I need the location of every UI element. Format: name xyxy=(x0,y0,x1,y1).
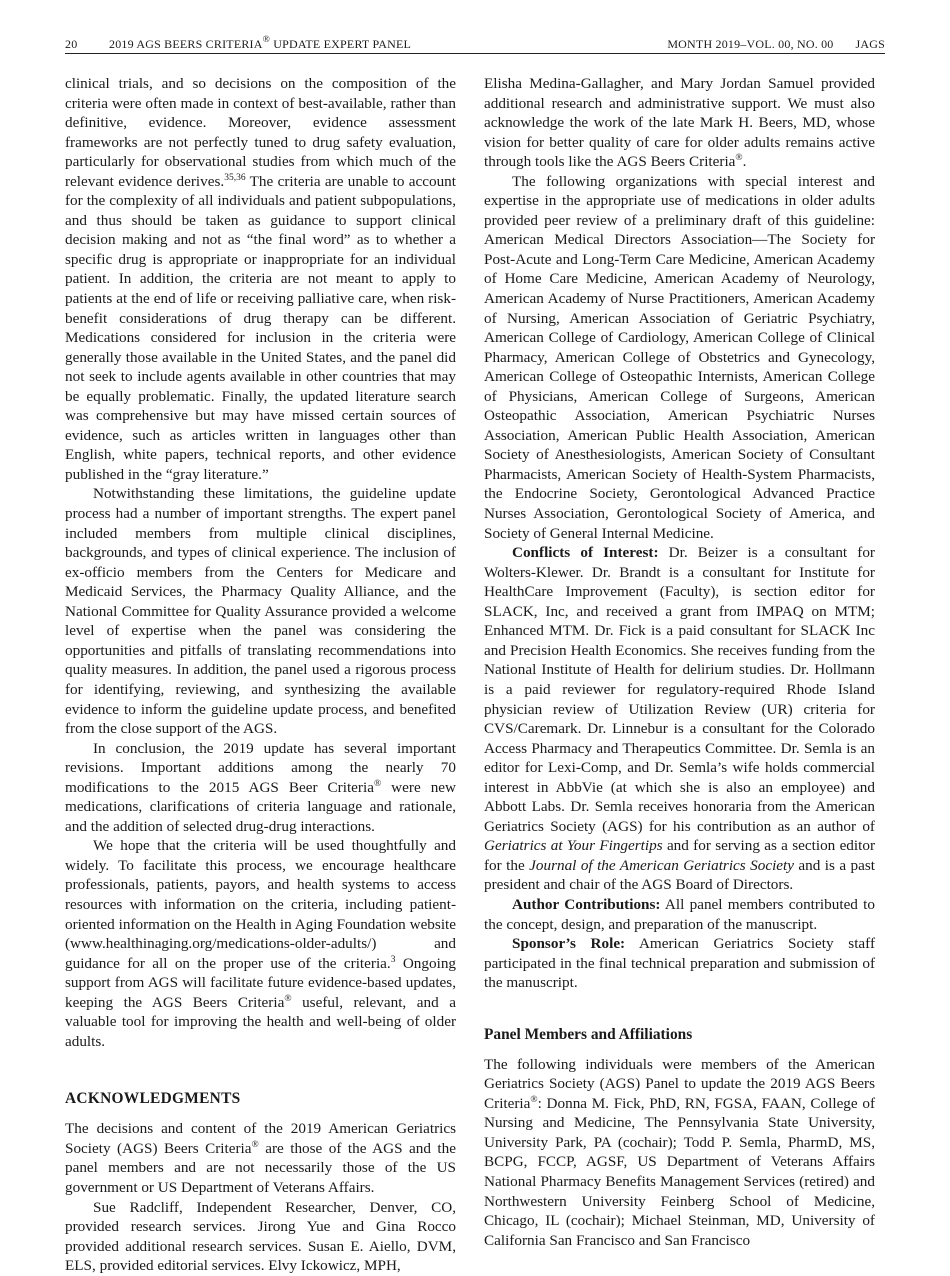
right-column xyxy=(484,74,875,1250)
paragraph-hope: We hope that the criteria will be used thoughtfully and widely. To facilitate this process, we encourage healthcare professionals, patients, payors, and health systems to access resources with information on the criteria, including patient-oriented information on the Health in Aging Foundation website (www.healthinaging.org/medications-older-adults/) and guidance for all on the proper use of the criteria.$^3$ Ongoing support from AGS will facilitate future evidence-based updates, keeping the AGS Beers Criteria® useful, relevant, and a valuable tool for improving the health and well-being of older adults. xyxy=(65,837,456,1050)
page-number: 20 xyxy=(65,37,78,51)
running-title: 2019 AGS BEERS CRITERIA® UPDATE EXPERT PANEL xyxy=(109,35,412,51)
running-header xyxy=(65,36,885,54)
paragraph-disclaimer: The decisions and content of the 2019 American Geriatrics Society (AGS) Beers Criteria® are those of the AGS and the panel members and are not necessarily those of the US government or US Department of Veterans Affairs. xyxy=(65,1120,456,1196)
left-column xyxy=(65,74,456,1276)
paragraph-peer-review: The following organizations with special interest and expertise in the appropriate use of medications in older adults provided peer review of a preliminary draft of this guideline: American Medical Directors Association—The Society for Post-Acute and Long-Term Care Medicine, American Academy of Home Care Medicine, American Academy of Neurology, American Academy of Nurse Practitioners, American Academy of Nursing, American Association of Geriatric Psychiatry, American College of Cardiology, American College of Clinical Pharmacy, American College of Obstetrics and Gynecology, American College of Osteopathic Internists, American College of Physicians, American College of Surgeons, American Osteopathic Association, American Psychiatric Nurses Association, American Public Health Association, American Society of Anesthesiologists, American Society of Consultant Pharmacists, American Society of Health-System Pharmacists, the Endocrine Society, Gerontological Advanced Practice Nurses Association, Gerontological Society of America, and Society of General Internal Medicine. xyxy=(484,172,875,542)
paragraph-author-contributions: Author Contributions: All panel members contributed to the concept, design, and preparation of the manuscript. xyxy=(484,895,875,933)
sponsor-role-label: Sponsor’s Role: xyxy=(512,935,626,953)
paragraph-sponsor-role: Sponsor’s Role: American Geriatrics Society staff participated in the final technical preparation and submission of the manuscript. xyxy=(484,935,876,992)
citation: 35,36 xyxy=(224,172,246,183)
paragraph-conclusion: In conclusion, the 2019 update has several important revisions. Important additions among the nearly 70 modifications to the 2015 AGS Beer Criteria® were new medications, clarifications of criteria language and rationale, and the addition of selected drug-drug interactions. xyxy=(65,739,457,835)
header-left xyxy=(65,37,411,52)
paragraph-conflicts: Conflicts of Interest: Dr. Beizer is a consultant for Wolters-Klewer. Dr. Brandt is a consultant for Institute for HealthCare Improvement (Faculty), is section editor for SLACK, Inc, and received a grant from IMPAQ on MTM; Enhanced MTM. Dr. Fick is a paid consultant for SLACK Inc and Precision Health Economics. She receives funding from the National Institute of Health for delirium studies. Dr. Hollmann is a paid reviewer for regulatory-required Rhode Island physician review of Utilization Review (UR) criteria for CVS/Caremark. Dr. Linnebur is a consultant for the Colorado Access Pharmacy and Therapeutics Committee. Dr. Semla is an editor for Lexi-Comp, and Dr. Semla’s wife holds commercial interest in AbbVie (at which she is also an employee) and Abbott Labs. Dr. Semla receives honoraria from the American Geriatrics Society (AGS) for his contribution as an author of Geriatrics at Your Fingertips and for serving as a section editor for the Journal of the American Geriatrics Society and is a past president and chair of the AGS Board of Directors. xyxy=(484,544,876,894)
acknowledgments-heading: ACKNOWLEDGMENTS xyxy=(65,1090,241,1108)
paragraph-strengths: Notwithstanding these limitations, the guideline update process had a number of important strengths. The expert panel included members from multiple clinical disciplines, backgrounds, and types of clinical experience. The inclusion of ex-officio members from the Centers for Medicare and Medicaid Services, the Pharmacy Quality Alliance, and the National Committee for Quality Assurance provided a welcome level of expertise when the panel was considering the opportunities and pitfalls of translating recommendations into quality measures. In addition, the panel used a rigorous process for identifying, reviewing, and synthesizing the available evidence to inform the guideline update process, and benefited from the close support of the AGS. xyxy=(65,485,456,738)
conflicts-label: Conflicts of Interest: xyxy=(512,544,659,562)
citation: 3 xyxy=(390,954,396,965)
header-right xyxy=(667,37,885,52)
paragraph-limitations: clinical trials, and so decisions on the composition of the criteria were often made in context of best-available, rather than definitive, evidence. Moreover, evidence assessment frameworks are not perfectly tuned to drug safety evaluation, particularly for observational studies from which much of the relevant evidence derives.$^{35,36}$ The criteria are unable to account for the complexity of all individuals and patient subpopulations, and thus should be taken as guidance to support clinical decision making and not as “the final word” as to whether a specific drug is appropriate or inappropriate for an individual patient. In addition, the criteria are not meant to apply to patients at the end of life or receiving palliative care, when risk-benefit considerations of drug therapy can be different. Medications considered for inclusion in the criteria were generally those available in the United States, and the panel did not seek to include agents available in other countries that may be equally problematic. Finally, the updated literature search was comprehensive but may have missed certain sources of evidence, such as articles written in languages other than English, white papers, technical reports, and other evidence published in the “gray literature.” xyxy=(65,75,456,483)
journal-name: JAGS xyxy=(855,37,885,51)
paragraph-contributors: Sue Radcliff, Independent Researcher, Denver, CO, provided research services. Jirong Yue and Gina Rocco provided additional research services. Susan E. Aiello, DVM, ELS, provided editorial services. Elvy Ickowicz, MPH, xyxy=(65,1198,456,1275)
issue-info: MONTH 2019–VOL. 00, NO. 00 xyxy=(667,37,834,51)
author-contributions-label: Author Contributions: xyxy=(512,895,661,913)
paragraph-contributors-cont: Elisha Medina-Gallagher, and Mary Jordan Samuel provided additional research and administrative support. We must also acknowledge the work of the late Mark H. Beers, MD, whose vision for better quality of care for older adults remains active through tools like the AGS Beers Criteria®. xyxy=(484,75,875,171)
panel-members-heading: Panel Members and Affiliations xyxy=(484,1025,693,1043)
paragraph-panel-members: The following individuals were members of the American Geriatrics Society (AGS) Panel to update the 2019 AGS Beers Criteria®: Donna M. Fick, PhD, RN, FGSA, FAAN, College of Nursing and Medicine, The Pennsylvania State University, University Park, PA (cochair); Todd P. Semla, PharmD, MS, BCPG, FCCP, AGSF, US Department of Veterans Affairs National Pharmacy Benefits Management Services (retired) and Northwestern University Feinberg School of Medicine, Chicago, IL (cochair); Michael Steinman, MD, University of California San Francisco and San Francisco xyxy=(484,1055,875,1249)
